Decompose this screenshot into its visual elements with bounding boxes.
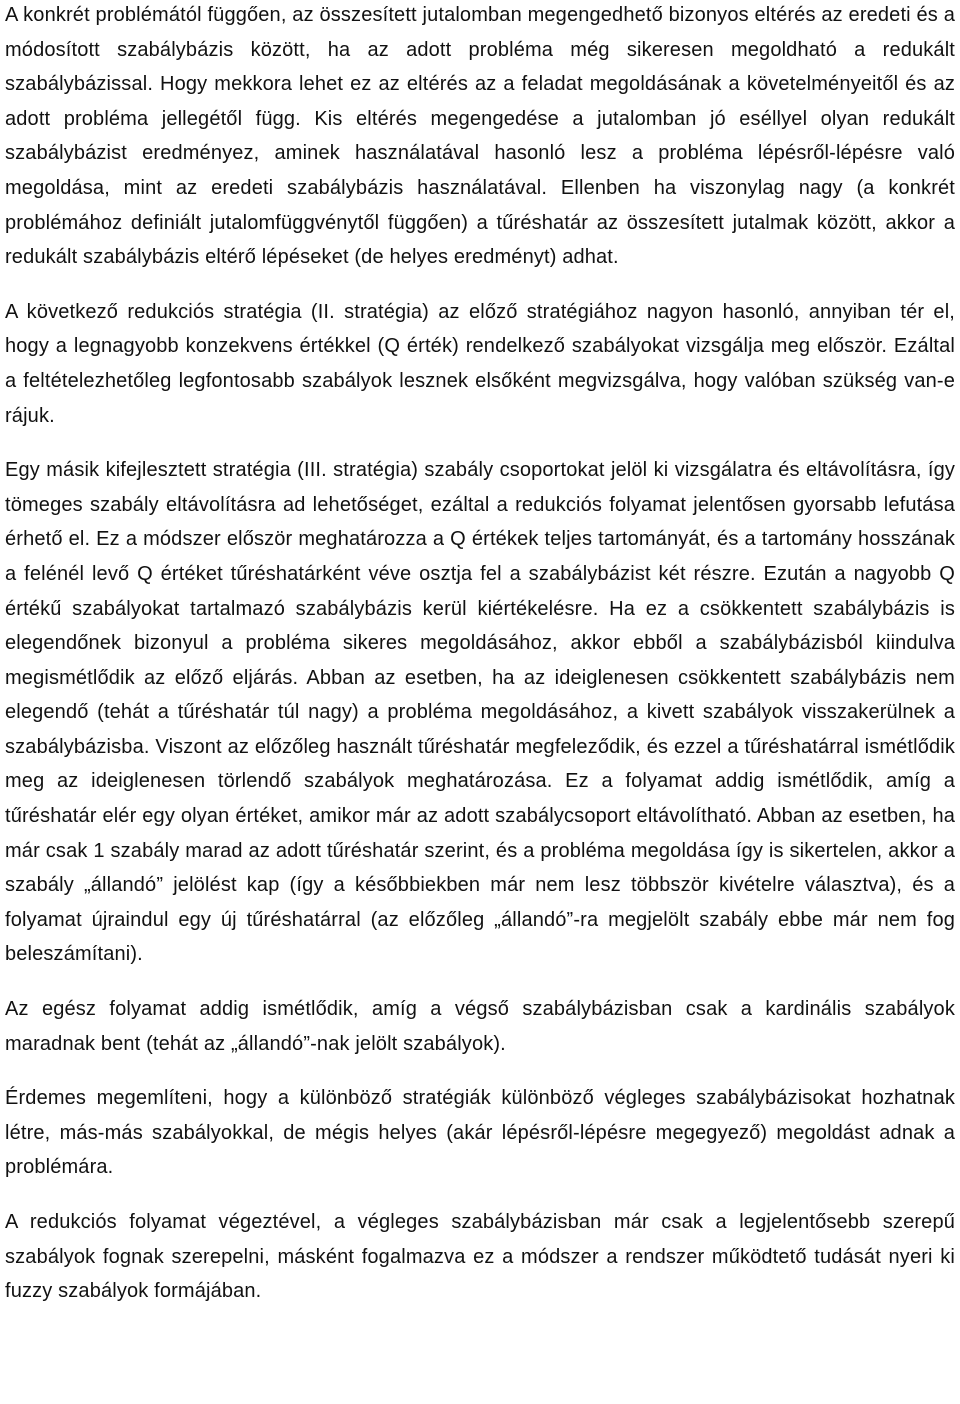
paragraph-process-repeat: Az egész folyamat addig ismétlődik, amíg a végső szabálybázisban csak a kardinális szabályok maradnak bent (tehát az „állandó”-nak jelölt szabályok). — [5, 998, 955, 1055]
paragraph-final-rulebase: A redukciós folyamat végeztével, a végleges szabálybázisban már csak a legjelentősebb szerepű szabályok fognak szerepelni, másként fogalmazva ez a módszer a rendszer működtető tudását nyeri ki fuzzy szabályok formájában. — [5, 1211, 955, 1303]
paragraph-strategy-two: A következő redukciós stratégia (II. stratégia) az előző stratégiához nagyon hasonló, annyiban tér el, hogy a legnagyobb konzekvens értékkel (Q érték) rendelkező szabályokat vizsgálja meg először. Ezáltal a feltételezhetőleg legfontosabb szabályok lesznek elsőként megvizsgálva, hogy valóban szükség van-e rájuk. — [5, 300, 955, 427]
paragraph-reduced-rulebase-tolerance: A konkrét problémától függően, az összesített jutalomban megengedhető bizonyos eltérés az eredeti és a módosított szabálybázis között, ha az adott probléma még sikeresen megoldható a redukált szabálybázissal. Hogy mekkora lehet ez az eltérés az a feladat megoldásának a követelményeitől és az adott probléma jellegétől függ. Kis eltérés megengedése a jutalomban jó eséllyel olyan redukált szabálybázist eredményez, aminek használatával hasonló lesz a probléma lépésről-lépésre való megoldása, mint az eredeti szabálybázis használatával. Ellenben ha viszonylag nagy (a konkrét problémához definiált jutalomfüggvénytől függően) a tűréshatár az összesített jutalmak között, akkor a redukált szabálybázis eltérő lépéseket (de helyes eredményt) adhat. — [5, 4, 955, 269]
paragraph-different-strategies: Érdemes megemlíteni, hogy a különböző stratégiák különböző végleges szabálybázisokat hozhatnak létre, más-más szabályokkal, de mégis helyes (akár lépésről-lépésre megegyező) megoldást adnak a problémára. — [5, 1087, 955, 1179]
paragraph-strategy-three: Egy másik kifejlesztett stratégia (III. stratégia) szabály csoportokat jelöl ki vizsgálatra és eltávolításra, így tömeges szabály eltávolításra ad lehetőséget, ezáltal a redukciós folyamat jelentősen gyorsabb lefutása érhető el. Ez a módszer először meghatározza a Q értékek teljes tartományát, és a tartomány hosszának a felénél levő Q értéket tűréshatárként véve osztja fel a szabálybázist két részre. Ezután a nagyobb Q értékű szabályokat tartalmazó szabálybázis kerül kiértékelésre. Ha ez a csökkentett szabálybázis is elegendőnek bizonyul a probléma sikeres megoldásához, akkor ebből a szabálybázisból kiindulva megismétlődik az előző eljárás. Abban az esetben, ha az ideiglenesen csökkentett szabálybázis nem elegendő (tehát a tűréshatár túl nagy) a probléma megoldásához, a kivett szabályok visszakerülnek a szabálybázisba. Viszont az előzőleg használt tűréshatár megfeleződik, és ezzel a tűréshatárral ismétlődik meg az ideiglenesen törlendő szabályok meghatározása. Ez a folyamat addig ismétlődik, amíg a tűréshatár elér egy olyan értéket, amikor már az adott szabálycsoport eltávolítható. Abban az esetben, ha már csak 1 szabály marad az adott tűréshatár szerint, és a probléma megoldása így is sikertelen, akkor a szabály „állandó” jelölést kap (így a későbbiekben már nem lesz többször kivételre választva), és a folyamat újraindul egy új tűréshatárral (az előzőleg „állandó”-ra megjelölt szabály ebbe már nem fog beleszámítani). — [5, 459, 955, 966]
document-page — [5, 0, 955, 1309]
